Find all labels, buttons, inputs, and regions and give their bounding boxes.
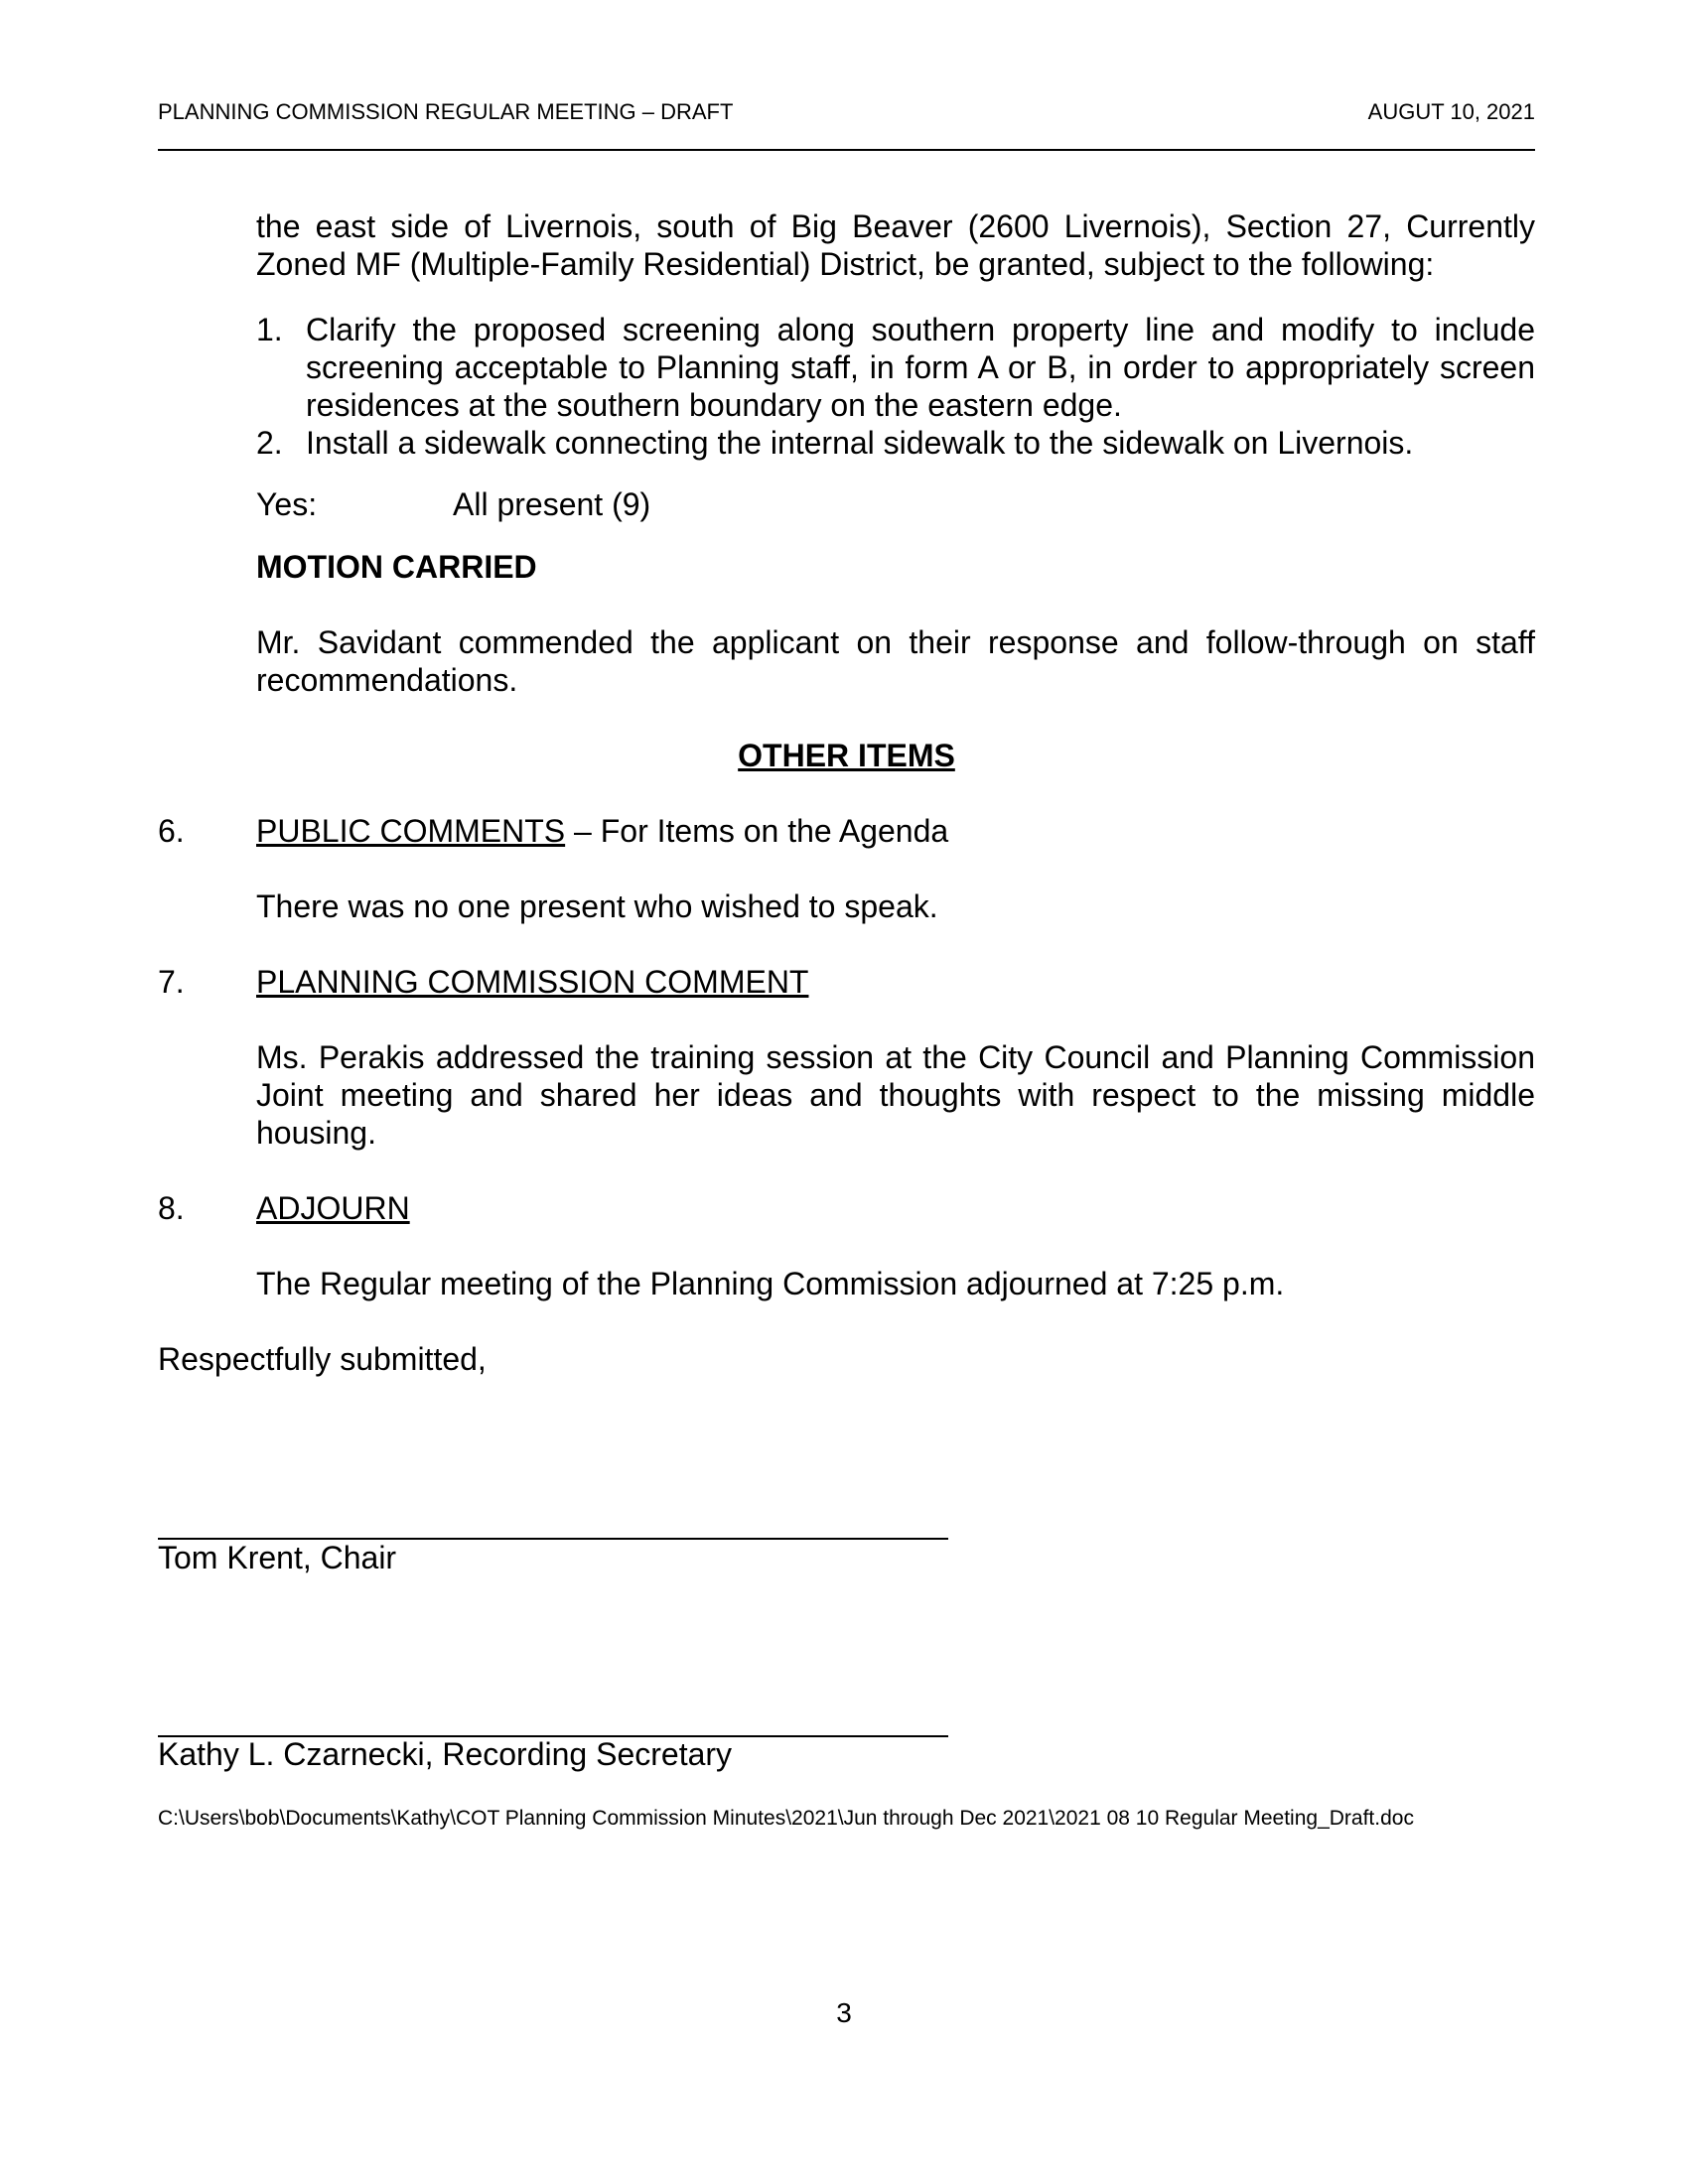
section-title: PLANNING COMMISSION COMMENT <box>256 964 809 1000</box>
condition-item <box>256 424 1535 462</box>
section-number: 8. <box>158 1190 185 1226</box>
page-header <box>158 97 1535 127</box>
savidant-comment: Mr. Savidant commended the applicant on their response and follow-through on staff recommendations. <box>256 624 1535 698</box>
section-title: PUBLIC COMMENTS <box>256 813 566 849</box>
section-body: There was no one present who wished to speak. <box>256 888 938 924</box>
section-title-suffix: – For Items on the Agenda <box>565 813 949 849</box>
other-items-heading: OTHER ITEMS <box>738 738 955 773</box>
condition-number: 1. <box>256 312 283 347</box>
file-path: C:\Users\bob\Documents\Kathy\COT Planning Commission Minutes\2021\Jun through Dec 2021\2021 08 10 Regular Meeting_Draft.doc <box>158 1807 1414 1830</box>
header-date: AUGUT 10, 2021 <box>1367 99 1535 124</box>
signature-name: Kathy L. Czarnecki, Recording Secretary <box>158 1736 733 1772</box>
vote-value: All present (9) <box>453 486 651 522</box>
section-heading <box>256 963 808 1001</box>
intro-paragraph: the east side of Livernois, south of Big Beaver (2600 Livernois), Section 27, Currently Zoned MF (Multiple-Family Residential) District, be granted, subject to the following: <box>256 208 1535 282</box>
section-body: The Regular meeting of the Planning Commission adjourned at 7:25 p.m. <box>256 1266 1285 1301</box>
section-number: 6. <box>158 813 185 849</box>
condition-text: Clarify the proposed screening along southern property line and modify to include screening acceptable to Planning staff, in form A or B, in order to appropriately screen residences at the southern boundary on the eastern edge. <box>306 312 1535 423</box>
section-heading <box>256 1189 410 1227</box>
section-body: Ms. Perakis addressed the training session at the City Council and Planning Commission Joint meeting and shared her ideas and thoughts with respect to the missing middle housing. <box>256 1039 1535 1151</box>
section-heading <box>256 812 948 850</box>
motion-result: MOTION CARRIED <box>256 549 537 585</box>
header-divider <box>158 149 1535 151</box>
condition-number: 2. <box>256 425 283 461</box>
page-number: 3 <box>836 1997 852 2028</box>
condition-text: Install a sidewalk connecting the internal sidewalk to the sidewalk on Livernois. <box>306 425 1414 461</box>
signature-name: Tom Krent, Chair <box>158 1540 397 1575</box>
vote-label: Yes: <box>256 486 318 522</box>
section-title: ADJOURN <box>256 1190 410 1226</box>
header-title: PLANNING COMMISSION REGULAR MEETING – DRAFT <box>158 99 734 124</box>
closing-text: Respectfully submitted, <box>158 1341 487 1377</box>
section-number: 7. <box>158 964 185 1000</box>
condition-item <box>256 311 1535 424</box>
